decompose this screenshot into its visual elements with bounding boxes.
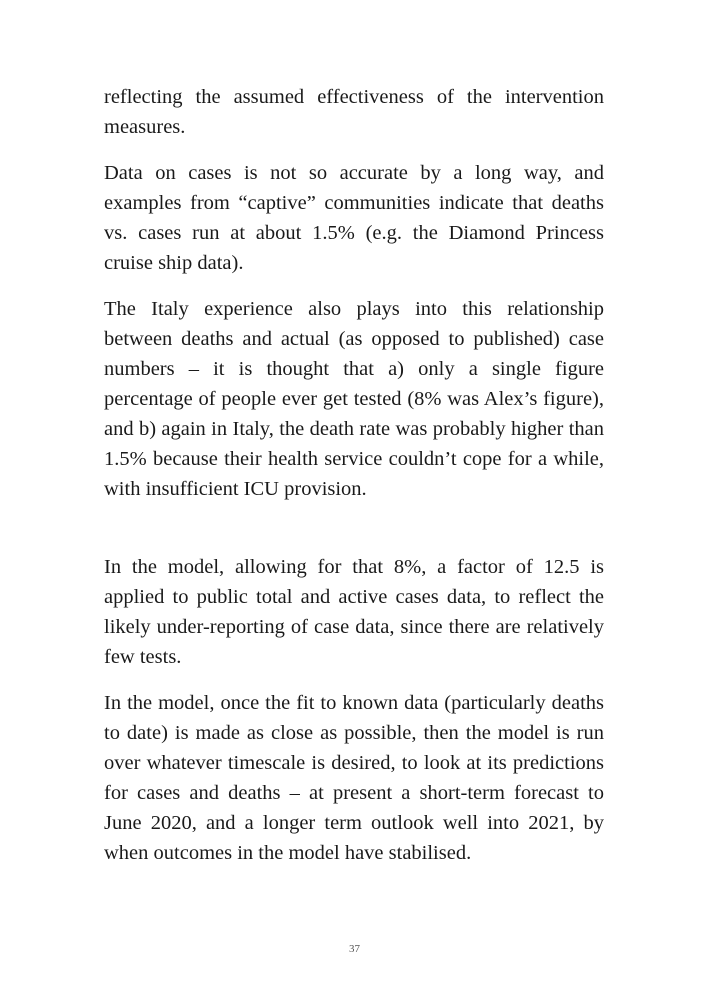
- paragraph-4: In the model, allowing for that 8%, a factor of 12.5 is applied to public total and active cases data, to reflect the likely under-reporting of case data, since there are relatively few tests.: [104, 556, 604, 668]
- paragraph-3: The Italy experience also plays into this relationship between deaths and actual (as opposed to published) case numbers – it is thought that a) only a single figure percentage of people ever get tested (8% was Alex’s figure), and b) again in Italy, the death rate was probably higher than 1.5% because their health service couldn’t cope for a while, with insufficient ICU provision.: [104, 298, 604, 500]
- page-number: 37: [349, 943, 360, 955]
- paragraph-2: Data on cases is not so accurate by a long way, and examples from “captive” communities indicate that deaths vs. cases run at about 1.5% (e.g. the Diamond Princess cruise ship data).: [104, 162, 604, 274]
- paragraph-5: In the model, once the fit to known data (particularly deaths to date) is made as close as possible, then the model is run over whatever timescale is desired, to look at its predictions for cases and deaths – at present a short-term forecast to June 2020, and a longer term outlook well into 2021, by when outcomes in the model have stabilised.: [104, 692, 604, 864]
- paragraph-1: reflecting the assumed effectiveness of the intervention measures.: [104, 86, 604, 138]
